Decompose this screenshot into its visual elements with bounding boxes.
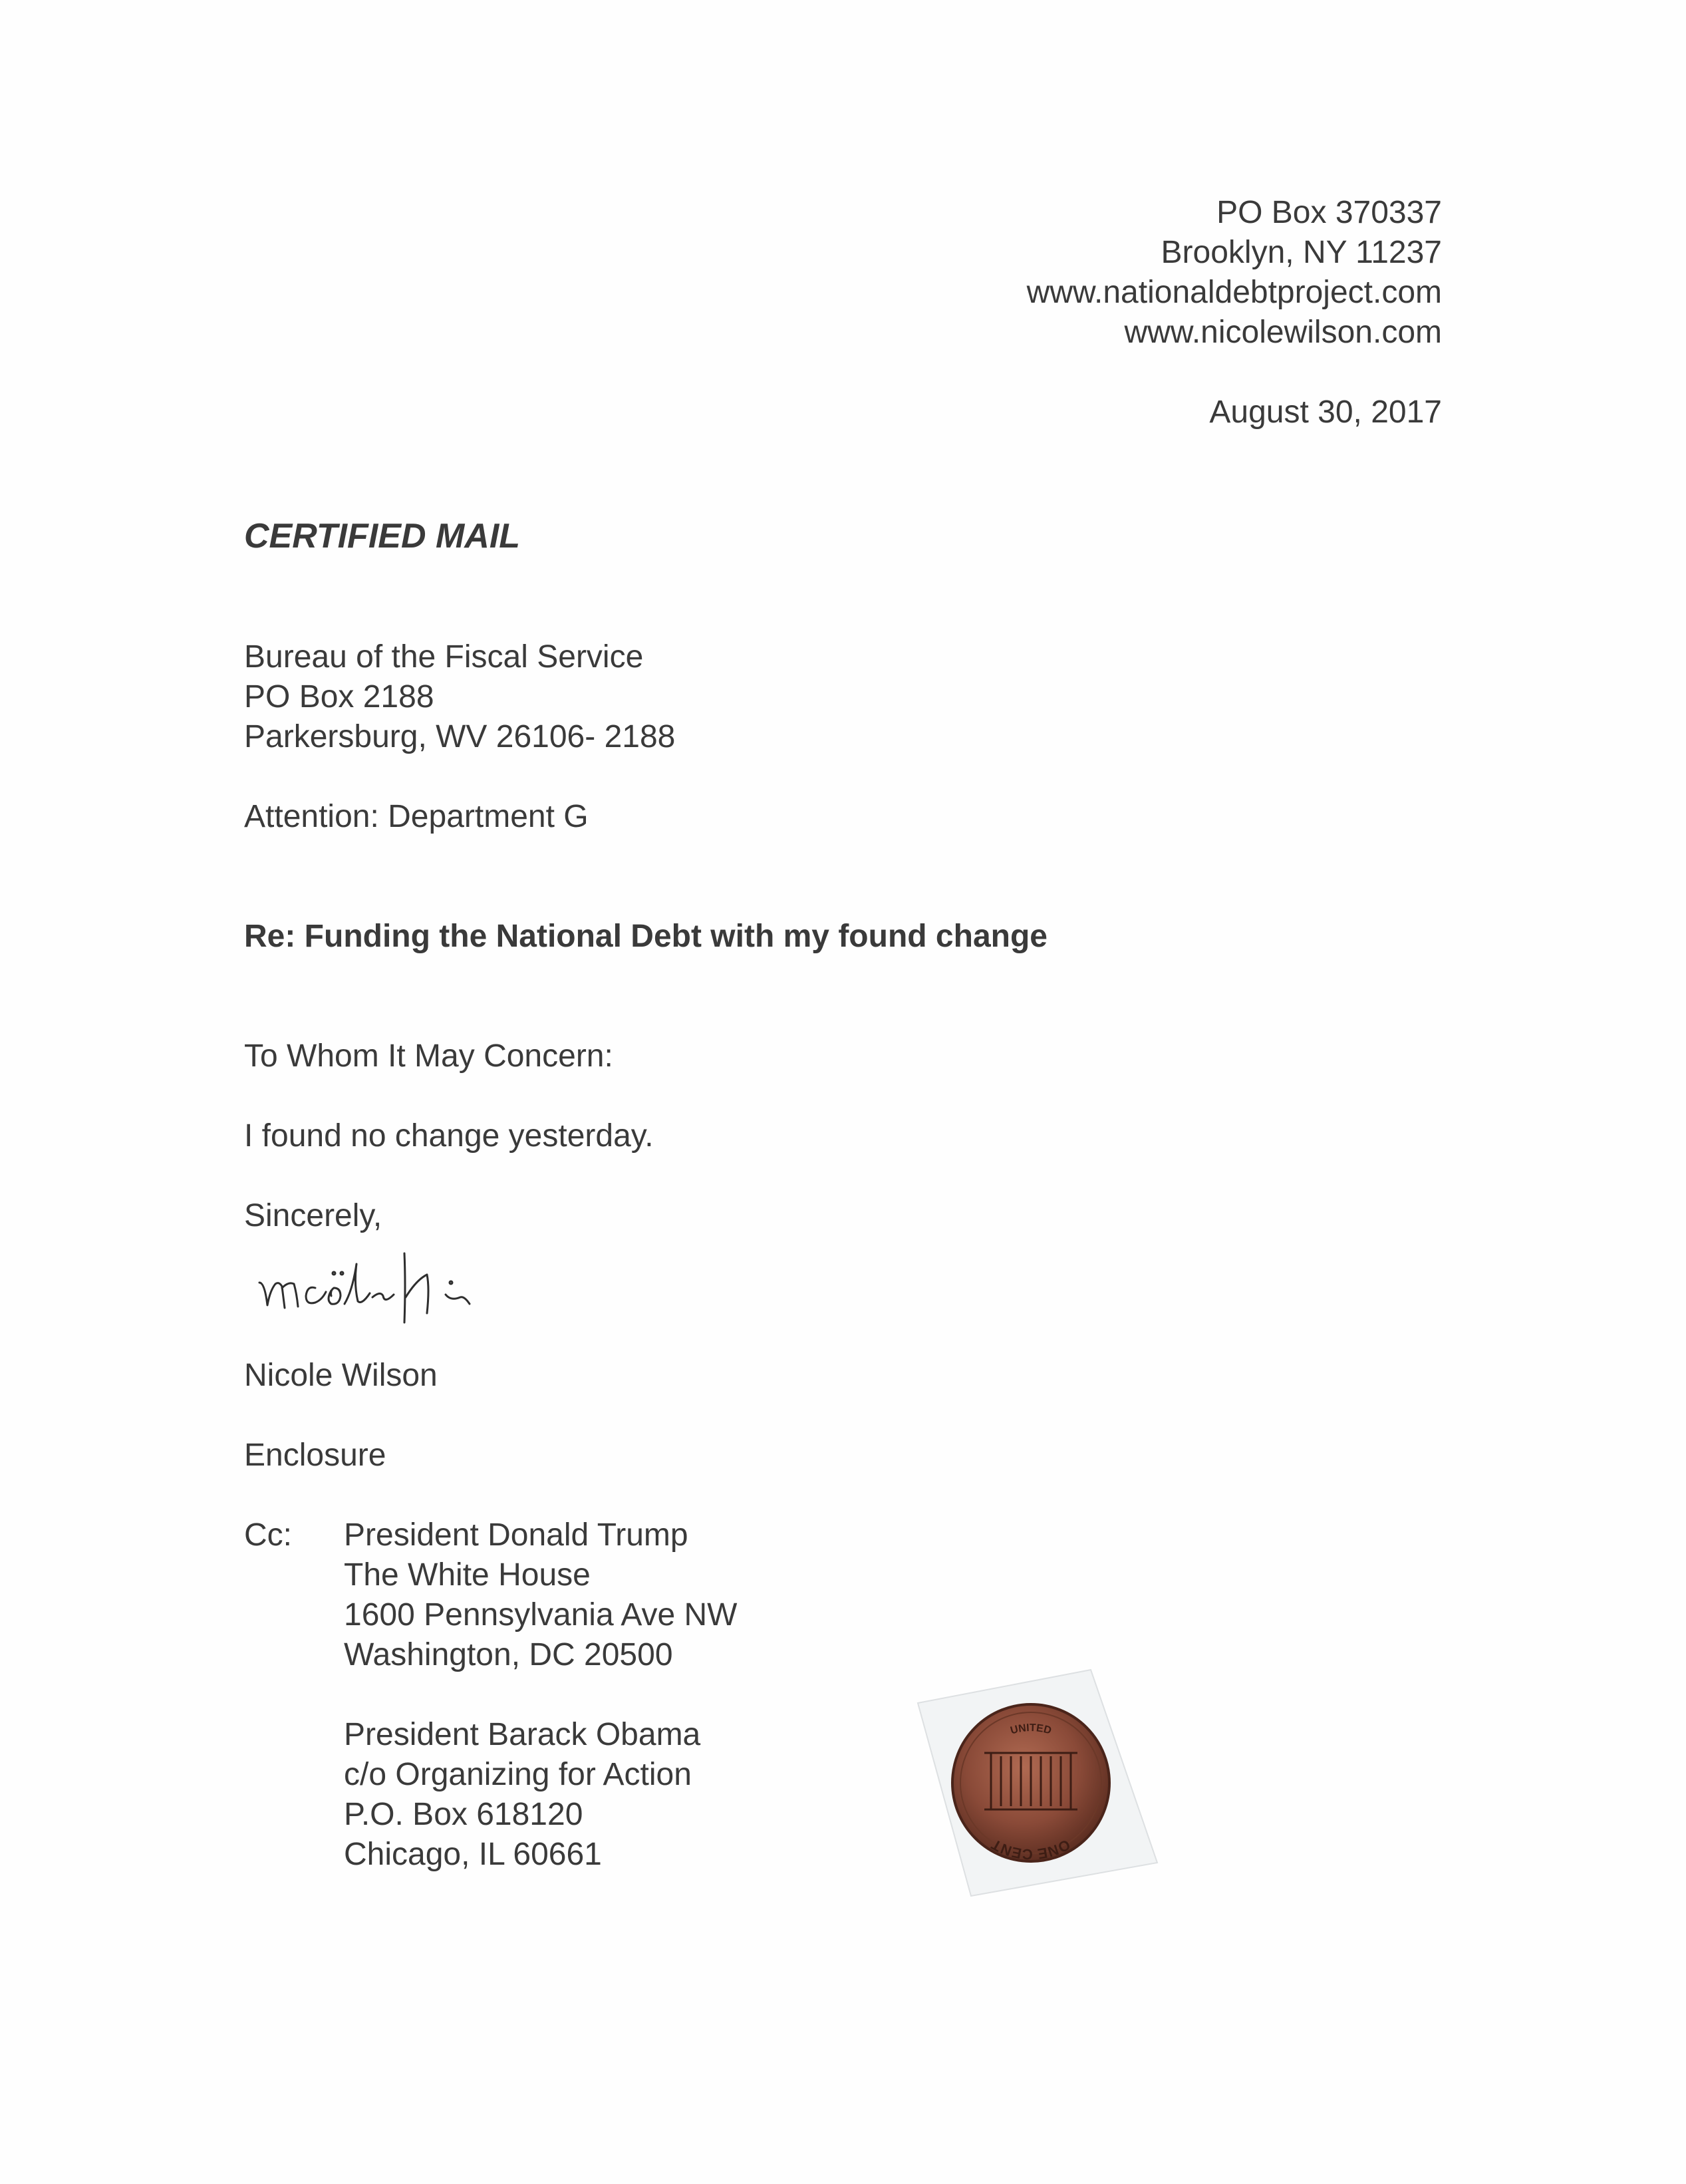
letter-date: August 30, 2017 [1209,394,1442,430]
cc-recipient-line: The White House [344,1557,591,1593]
cc-recipient-line: Washington, DC 20500 [344,1637,673,1672]
sender-po-box: PO Box 370337 [1216,195,1442,230]
sender-website-2: www.nicolewilson.com [1124,315,1442,350]
cc-recipient-line: c/o Organizing for Action [344,1757,692,1792]
recipient-name: Bureau of the Fiscal Service [244,639,644,675]
certified-mail-heading: CERTIFIED MAIL [244,517,521,555]
sender-website-1: www.nationaldebtproject.com [1026,275,1442,310]
handwritten-signature [253,1244,625,1330]
closing: Sincerely, [244,1198,382,1233]
taped-penny [891,1643,1171,1923]
cc-recipient-line: 1600 Pennsylvania Ave NW [344,1597,738,1633]
cc-recipient-name: President Barack Obama [344,1717,701,1752]
recipient-address [244,637,675,757]
letter-body: I found no change yesterday. [244,1118,654,1154]
cc-recipient-line: Chicago, IL 60661 [344,1837,602,1872]
svg-text:UNITED: UNITED [1009,1722,1053,1737]
svg-text:ONE CENT: ONE CENT [988,1836,1073,1863]
enclosure-note: Enclosure [244,1438,386,1473]
signer-name: Nicole Wilson [244,1358,438,1393]
cc-recipient-trump [344,1515,737,1675]
recipient-po-box: PO Box 2188 [244,679,434,714]
cc-recipient-name: President Donald Trump [344,1517,688,1553]
sender-city: Brooklyn, NY 11237 [1161,235,1442,270]
salutation: To Whom It May Concern: [244,1038,613,1074]
recipient-city: Parkersburg, WV 26106- 2188 [244,719,676,754]
cc-recipient-line: P.O. Box 618120 [344,1797,583,1832]
subject-line: Re: Funding the National Debt with my found change [244,919,1048,954]
attention-line: Attention: Department G [244,799,589,834]
cc-label: Cc: [244,1517,292,1553]
cc-recipient-obama [344,1715,700,1875]
sender-address [1027,193,1442,353]
